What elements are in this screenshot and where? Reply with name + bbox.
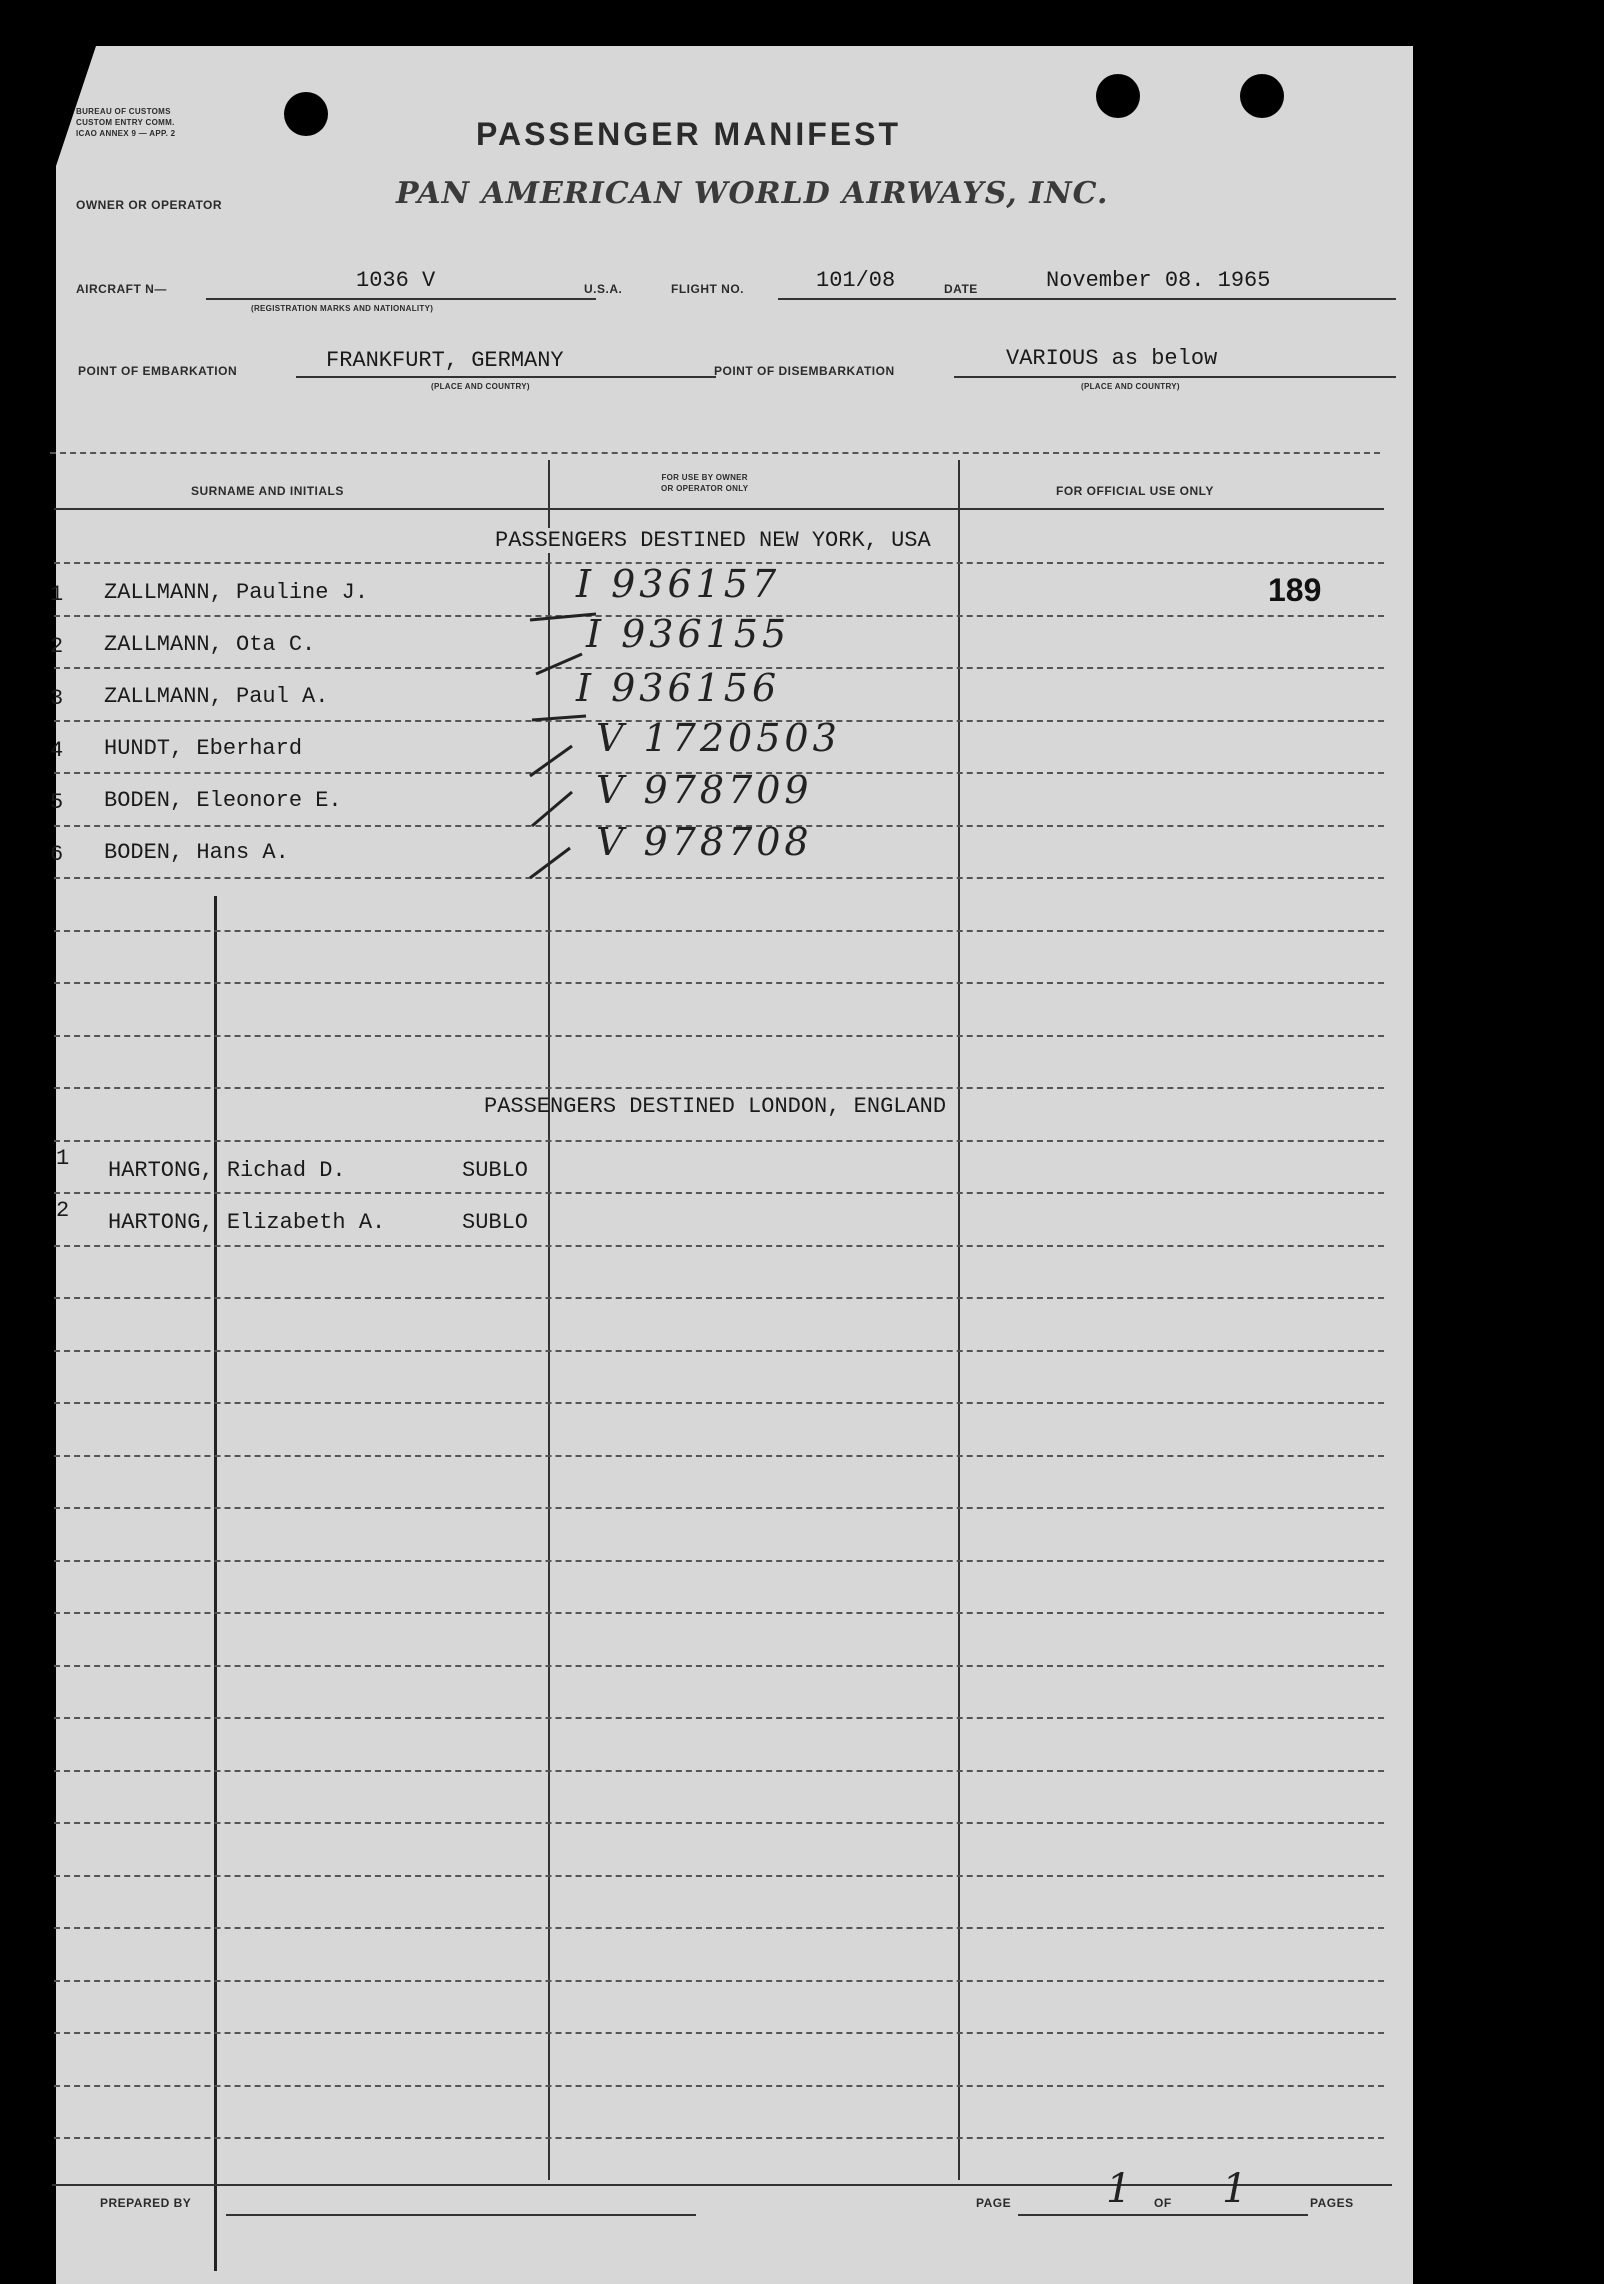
row-rule [54, 1140, 1384, 1142]
pages-label: PAGES [1310, 2196, 1354, 2210]
row-rule [54, 1245, 1384, 1247]
disembarkation-caption: (PLACE AND COUNTRY) [1081, 382, 1180, 391]
row-rule [54, 2032, 1384, 2034]
row-number: 1 [50, 582, 64, 607]
page-title: PASSENGER MANIFEST [476, 116, 901, 152]
punch-hole [1096, 74, 1140, 118]
passenger-document: V 978709 [596, 768, 813, 812]
row-rule [54, 1455, 1384, 1457]
passenger-name: HUNDT, Eberhard [104, 736, 303, 761]
prepared-by-label: PREPARED BY [100, 2196, 192, 2210]
row-rule [54, 1770, 1384, 1772]
disembarkation-underline [954, 376, 1396, 378]
row-rule [54, 1822, 1384, 1824]
ditto-mark [214, 896, 217, 2271]
page-total: 1 [1222, 2166, 1252, 2212]
punch-hole [1240, 74, 1284, 118]
embarkation-label: POINT OF EMBARKATION [78, 364, 238, 378]
passenger-note: SUBLO [462, 1158, 529, 1183]
row-number: 5 [50, 790, 64, 815]
header-top-rule [50, 452, 1380, 454]
header-bottom-rule [54, 508, 1384, 510]
disembarkation-value: VARIOUS as below [1006, 346, 1218, 371]
row-number: 3 [50, 686, 64, 711]
prepared-by-underline [226, 2214, 696, 2216]
check-marks [526, 586, 606, 926]
row-rule [54, 982, 1384, 984]
manifest-sheet [50, 46, 1413, 2284]
row-rule [54, 1612, 1384, 1614]
flight-underline [778, 298, 998, 300]
date-value: November 08. 1965 [1046, 268, 1271, 293]
passenger-name: HARTONG, Richad D. [108, 1158, 346, 1183]
footer-rule [52, 2184, 1392, 2186]
passenger-name: BODEN, Eleonore E. [104, 788, 342, 813]
flight-label: FLIGHT NO. [671, 282, 744, 296]
passenger-name: ZALLMANN, Paul A. [104, 684, 329, 709]
embarkation-value: FRANKFURT, GERMANY [326, 348, 564, 373]
row-rule [54, 1192, 1384, 1194]
row-rule [54, 1560, 1384, 1562]
owner-label: OWNER OR OPERATOR [76, 198, 223, 212]
registration-caption: (REGISTRATION MARKS AND NATIONALITY) [251, 304, 434, 313]
row-rule [54, 2137, 1384, 2139]
form-reference: BUREAU OF CUSTOMS CUSTOM ENTRY COMM. ICAO ANNEX 9 — APP. 2 [76, 107, 176, 138]
row-number: 2 [50, 634, 64, 659]
passenger-name: HARTONG, Elizabeth A. [108, 1210, 386, 1235]
owner-stamp: PAN AMERICAN WORLD AIRWAYS, INC. [396, 176, 1109, 211]
row-rule [54, 877, 1384, 879]
passenger-name: ZALLMANN, Ota C. [104, 632, 316, 657]
date-underline [996, 298, 1396, 300]
punch-hole [284, 92, 328, 136]
embarkation-caption: (PLACE AND COUNTRY) [431, 382, 530, 391]
passenger-document: I 936157 [576, 562, 781, 606]
row-rule [54, 1717, 1384, 1719]
passenger-document: V 1720503 [596, 716, 841, 760]
row-rule [54, 1665, 1384, 1667]
row-number: 6 [50, 842, 64, 867]
aircraft-underline [206, 298, 596, 300]
of-label: OF [1154, 2196, 1172, 2210]
page-label: PAGE [976, 2196, 1012, 2210]
row-rule [54, 2085, 1384, 2087]
row-rule [54, 1035, 1384, 1037]
group-heading-london: PASSENGERS DESTINED LONDON, ENGLAND [484, 1094, 947, 1119]
aircraft-value: 1036 V [356, 268, 436, 293]
row-rule [54, 1402, 1384, 1404]
page-underline [1018, 2214, 1308, 2216]
passenger-note: SUBLO [462, 1210, 529, 1235]
col-surname: SURNAME AND INITIALS [191, 484, 344, 498]
row-number: 4 [50, 738, 64, 763]
passenger-document: V 978708 [596, 820, 813, 864]
passenger-name: ZALLMANN, Pauline J. [104, 580, 369, 605]
row-number: 2 [56, 1198, 70, 1223]
row-rule [54, 1980, 1384, 1982]
embarkation-underline [296, 376, 716, 378]
aircraft-label: AIRCRAFT N— [76, 282, 167, 296]
row-rule [54, 1087, 1384, 1089]
row-rule [54, 1875, 1384, 1877]
row-number: 1 [56, 1146, 70, 1171]
row-rule [54, 1350, 1384, 1352]
row-rule [54, 930, 1384, 932]
row-rule [54, 1927, 1384, 1929]
row-rule [54, 1507, 1384, 1509]
date-label: DATE [944, 282, 978, 296]
row-rule [54, 1297, 1384, 1299]
passenger-document: I 936155 [586, 612, 791, 656]
passenger-document: I 936156 [576, 666, 781, 710]
disembarkation-label: POINT OF DISEMBARKATION [714, 364, 895, 378]
page-number: 1 [1106, 2166, 1136, 2212]
group-heading-new-york: PASSENGERS DESTINED NEW YORK, USA [491, 528, 935, 553]
country-label: U.S.A. [584, 282, 623, 296]
col-owner-use: FOR USE BY OWNER OR OPERATOR ONLY [661, 473, 749, 493]
column-divider [958, 460, 960, 2180]
flight-value: 101/08 [816, 268, 896, 293]
official-note: 189 [1268, 572, 1322, 608]
col-official: FOR OFFICIAL USE ONLY [1056, 484, 1214, 498]
passenger-name: BODEN, Hans A. [104, 840, 289, 865]
